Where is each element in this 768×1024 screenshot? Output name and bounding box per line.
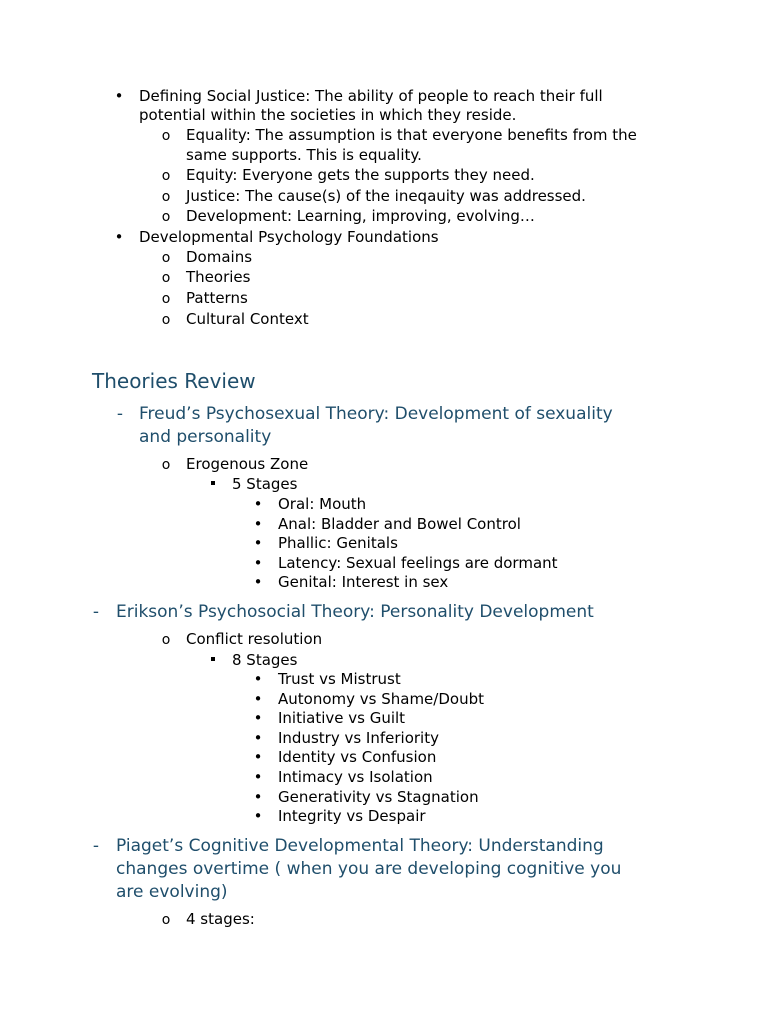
piaget-heading-cont: are evolving) (116, 882, 228, 902)
sub-bullet-marker (159, 247, 173, 268)
bullet-marker (251, 767, 265, 787)
bullet-marker (251, 553, 265, 573)
devpsych-item: Developmental Psychology Foundations (139, 228, 439, 246)
dash-marker (89, 835, 103, 858)
erikson-stage-item: Identity vs Confusion (278, 748, 437, 767)
freud-stages-label: 5 Stages (232, 475, 298, 493)
sub-bullet-marker (159, 165, 173, 186)
bullet-marker (251, 806, 265, 826)
bullet-marker (251, 514, 265, 534)
sub-bullet-marker (159, 186, 173, 207)
erikson-sub-item: Conflict resolution (186, 630, 323, 648)
erikson-stage-item: Generativity vs Stagnation (278, 787, 479, 806)
freud-sub-item: Erogenous Zone (186, 455, 309, 473)
development-item: Development: Learning, improving, evolving… (186, 207, 535, 225)
bullet-marker (112, 227, 126, 247)
equality-item-cont: same supports. This is equality. (186, 146, 422, 164)
freud-heading: Freud’s Psychosexual Theory: Development of sexuality (139, 404, 613, 424)
erikson-stage-item: Initiative vs Guilt (278, 709, 406, 728)
social-justice-definition: Defining Social Justice: The ability of people to reach their full (139, 87, 603, 105)
piaget-sub-item: 4 stages: (186, 910, 255, 928)
bullet-marker (251, 728, 265, 748)
patterns-item: Patterns (186, 289, 248, 307)
sub-bullet-marker (159, 454, 173, 475)
cultural-context-item: Cultural Context (186, 310, 309, 328)
square-bullet-marker (211, 657, 215, 661)
piaget-heading-cont: changes overtime ( when you are developing cognitive you (116, 859, 622, 879)
sub-bullet-marker (159, 909, 173, 930)
erikson-stages-label: 8 Stages (232, 651, 298, 669)
erikson-stage-item: Integrity vs Despair (278, 807, 426, 826)
bullet-marker (251, 689, 265, 709)
freud-stage-item: Latency: Sexual feelings are dormant (278, 553, 558, 572)
sub-bullet-marker (159, 125, 173, 146)
bullet-marker (112, 86, 126, 106)
justice-item: Justice: The cause(s) of the ineqauity was addressed. (186, 187, 586, 205)
freud-stage-item: Oral: Mouth (278, 495, 367, 513)
square-bullet-marker (211, 481, 215, 485)
bullet-marker (251, 572, 265, 592)
equality-item: Equality: The assumption is that everyone benefits from the (186, 126, 637, 144)
bullet-marker (251, 494, 265, 514)
sub-bullet-marker (159, 629, 173, 650)
bullet-marker (251, 533, 265, 553)
erikson-stage-item: Intimacy vs Isolation (278, 768, 433, 786)
erikson-stage-item: Autonomy vs Shame/Doubt (278, 689, 484, 708)
erikson-stage-item: Trust vs Mistrust (278, 670, 401, 688)
piaget-heading: Piaget’s Cognitive Developmental Theory: Understanding (116, 836, 604, 856)
bullet-marker (251, 669, 265, 689)
freud-stage-item: Anal: Bladder and Bowel Control (278, 514, 521, 533)
erikson-stage-item: Industry vs Inferiority (278, 728, 439, 747)
equity-item: Equity: Everyone gets the supports they need. (186, 166, 535, 184)
erikson-heading: Erikson’s Psychosocial Theory: Personality Development (116, 602, 594, 622)
bullet-marker (251, 708, 265, 728)
freud-heading-cont: and personality (139, 427, 272, 447)
sub-bullet-marker (159, 206, 173, 227)
bullet-marker (251, 747, 265, 767)
sub-bullet-marker (159, 267, 173, 288)
freud-stage-item: Genital: Interest in sex (278, 573, 449, 592)
bullet-marker (251, 787, 265, 807)
sub-bullet-marker (159, 309, 173, 330)
social-justice-definition-cont: potential within the societies in which they reside. (139, 106, 517, 124)
domains-item: Domains (186, 248, 253, 266)
dash-marker (113, 403, 127, 426)
sub-bullet-marker (159, 288, 173, 309)
freud-stage-item: Phallic: Genitals (278, 534, 398, 553)
theories-item: Theories (186, 268, 251, 286)
dash-marker (89, 601, 103, 624)
section-heading: Theories Review (92, 369, 256, 393)
